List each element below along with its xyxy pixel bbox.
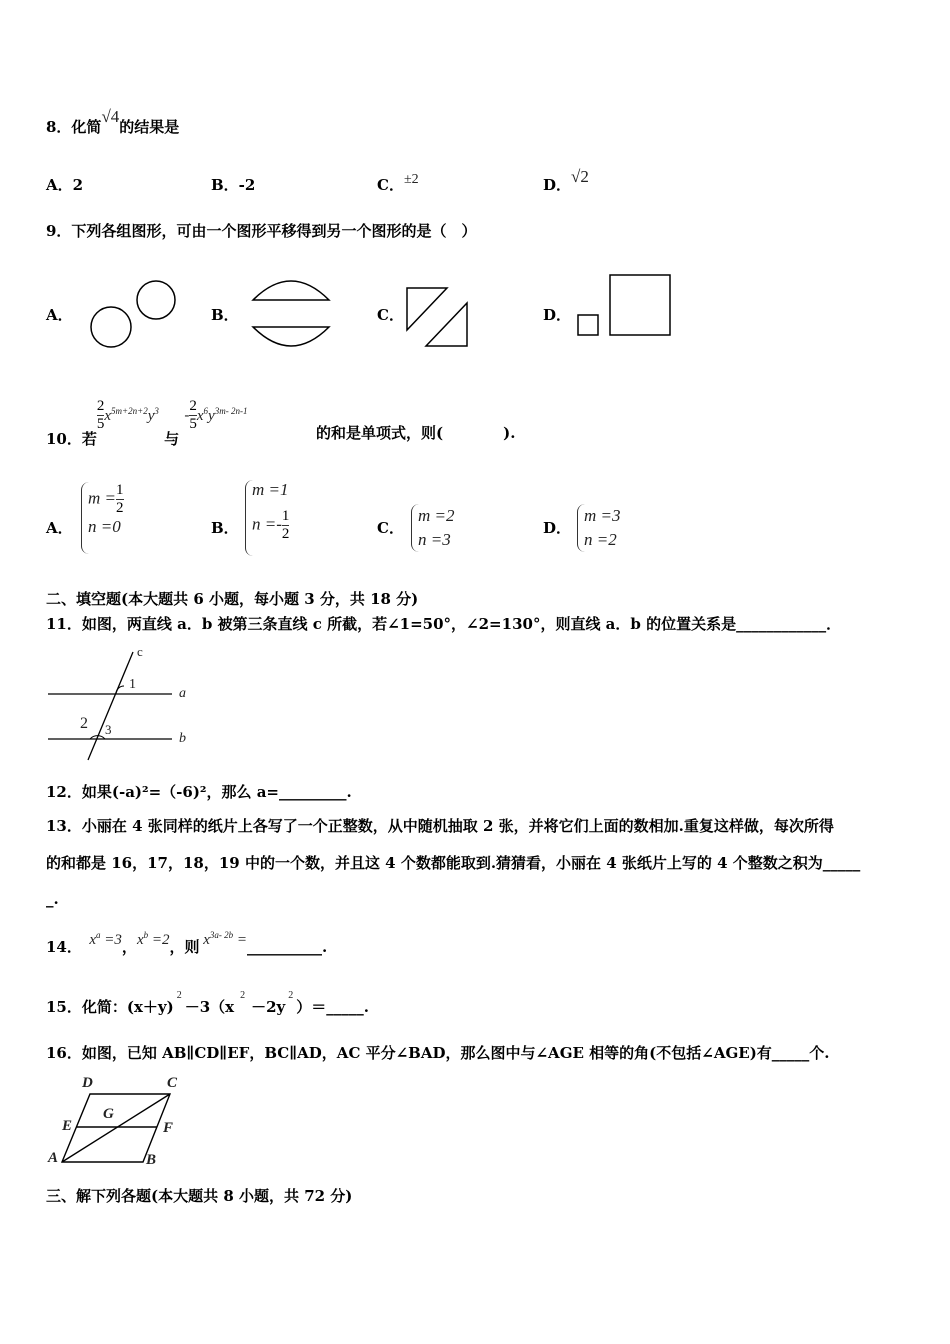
q9-label-d: D． [543,306,572,324]
label-a: a [179,686,186,701]
eq1: m =3 [584,506,621,525]
q10-option-d: D． [543,519,572,537]
frac-num: 2 [189,398,197,414]
exp: b [143,930,149,940]
q8-d-value: √2 [571,167,589,186]
x: x [89,932,97,948]
sq: 2 [240,990,246,1001]
section-3-heading: 三、解下列各题(本大题共 8 小题，共 72 分) [46,1187,353,1205]
q13-line-2: 的和都是 16，17，18，19 中的一个数，并且这 4 个数都能取到.猜猜看，小丽在 4 张纸片上写的 4 个整数之积为_____ [46,854,861,872]
q10-t2-xexp: 6 [203,405,209,416]
val: =3 [100,932,122,948]
pt-D: D [82,1075,93,1091]
frac-den: 5 [96,416,105,432]
q8-sqrt: √4 [101,107,120,126]
exp: 3a- 2b [209,930,234,940]
q8-tail: 的结果是 [119,118,180,136]
eq1: m =2 [418,506,455,525]
q10-t1-exp: 5m+2n+2 [111,405,148,416]
pt-G: G [103,1106,114,1122]
q8-d-label: D． [543,176,572,194]
q8-c-label: C． [377,176,404,194]
label-c: c [137,644,143,659]
q8-option-b: B．-2 [211,176,256,194]
q10-option-c: C． [377,519,404,537]
q13-line-3: _. [46,890,59,908]
p4: ）＝_____. [296,998,370,1016]
fd: 2 [281,526,290,542]
q8-option-a: A．2 [46,176,84,194]
q9-stem: 9．下列各组图形，可由一个图形平移得到另一个图形的是（ ） [46,222,477,240]
q10-t2-yexp: 3m- 2n-1 [214,405,248,416]
q16-stem: 16．如图，已知 AB∥CD∥EF，BC∥AD，AC 平分∠BAD，那么图中与∠AGE 相等的角(不包括∠AGE)有_____个. [46,1044,830,1062]
label-3: 3 [105,722,112,737]
sep: ， [121,938,137,956]
q9-label-b: B． [211,306,239,324]
q12-stem: 12．如果(-a)²=（-6)²，那么 a=_________. [46,783,352,801]
q10-num: 10．若 [46,429,97,448]
pt-C: C [167,1075,178,1091]
q8-c-value: ±2 [403,172,419,187]
fn: 1 [116,482,124,498]
then: ，则 [169,938,200,956]
label-b: b [179,731,186,746]
eq2: n =- [252,514,282,534]
frac-den: 5 [189,416,197,432]
pt-B: B [146,1152,157,1168]
val: =2 [148,932,170,948]
label-2: 2 [80,715,88,732]
fd: 2 [116,500,124,516]
p1: 15．化简：(x＋y) [46,998,174,1016]
q8-text: 8．化简 [46,118,102,136]
q10-minus: - [184,407,190,424]
eq2: n =0 [88,517,121,536]
q14-num: 14． [46,938,82,956]
sq: 2 [176,990,182,1001]
frac-num: 2 [96,398,105,414]
q11-stem: 11．如图，两直线 a．b 被第三条直线 c 所截，若∠1=50°，∠2=130°，则直线 a．b 的位置关系是____________． [46,615,842,633]
q10-t1-yexp: 3 [154,405,159,416]
eq1: m =1 [252,480,289,499]
eq2: n =3 [418,530,451,549]
fn: 1 [281,508,290,524]
q9-label-a: A． [46,306,73,324]
p2: －3（x [184,998,235,1016]
q10-option-a: A． [46,519,73,537]
pt-E: E [62,1118,73,1134]
eq1: m = [88,488,116,508]
q9-label-c: C． [377,306,404,324]
sq: 2 [288,990,294,1001]
x: x [136,932,144,948]
val: = [233,932,248,948]
pt-A: A [48,1150,59,1166]
q10-option-b: B． [211,519,239,537]
answer-blank: __________. [247,938,328,956]
p3: －2y [251,998,286,1016]
eq2: n =2 [584,530,617,549]
section-2-heading: 二、填空题(本大题共 6 小题，每小题 3 分，共 18 分) [46,590,419,608]
x: x [203,932,210,948]
q10-stem: 10．若 $\frac{2}{5}$ $x^{5m+2n+2}y^3$ 与 - $\frac{2}{5}$ $x^6y^{3m- 2n-1}$ [46,398,248,448]
label-1: 1 [129,677,136,692]
q10-tail: 的和是单项式，则( ). [316,424,516,442]
q13-line-1: 13．小丽在 4 张同样的纸片上各写了一个正整数，从中随机抽取 2 张，并将它们上面的数相加.重复这样做，每次所得 [46,817,834,835]
pt-F: F [163,1120,174,1136]
q10-and: 与 [164,429,180,448]
exp: a [96,930,101,940]
